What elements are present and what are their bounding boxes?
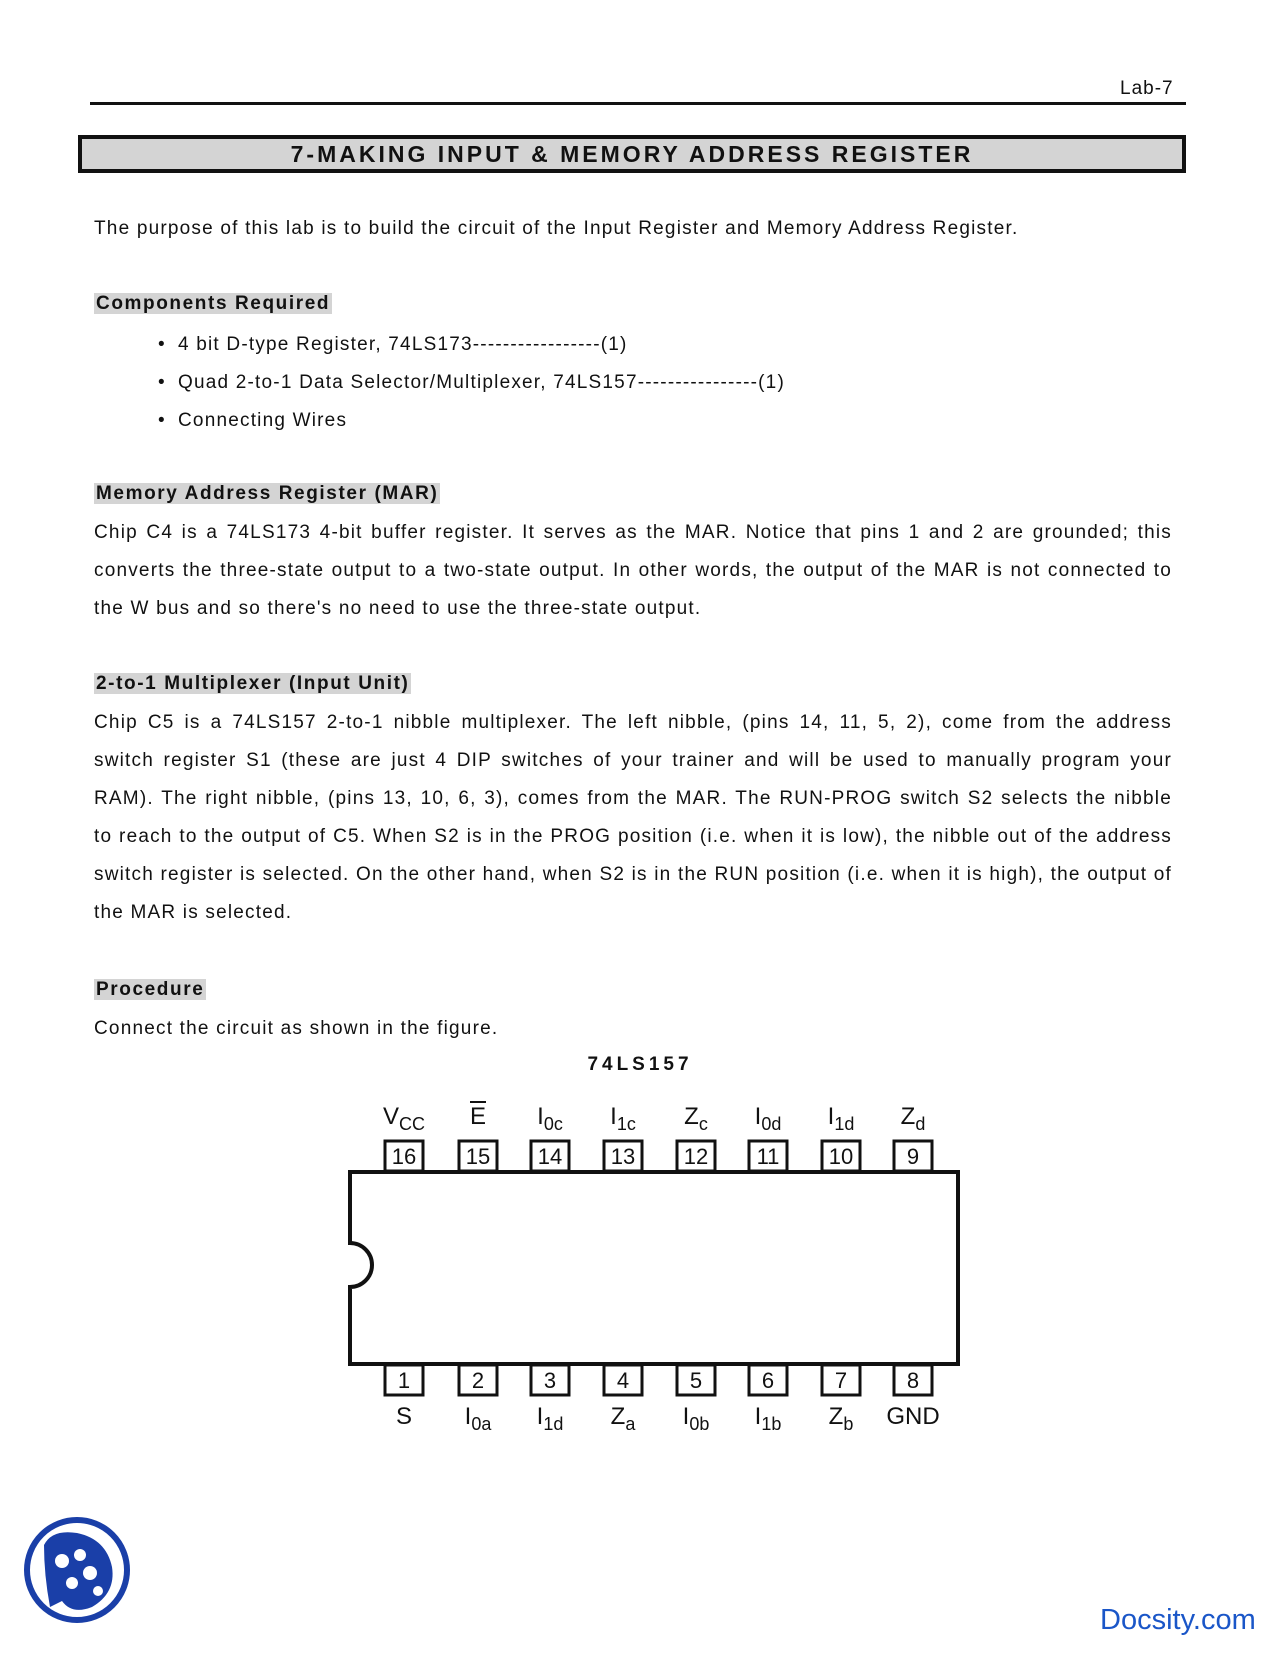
pin-number: 5 <box>689 1368 703 1393</box>
bottom-pin-5 <box>677 1365 715 1434</box>
top-pin-14 <box>531 1103 569 1171</box>
pin-label: $Z_a$ <box>610 1403 636 1434</box>
pin-label: $Z_c$ <box>684 1103 708 1134</box>
docsity-logo-icon <box>22 1515 132 1625</box>
pin-label: $V_{CC}$ <box>382 1103 426 1134</box>
pin-label: S <box>395 1403 413 1430</box>
pin-label: $Z_d$ <box>900 1103 926 1134</box>
bullet-icon: • <box>158 410 166 431</box>
components-heading: Components Required <box>96 293 331 314</box>
pin-label: $I_{0a}$ <box>464 1403 492 1434</box>
top-pin-13 <box>604 1103 642 1171</box>
mux-heading: 2-to-1 Multiplexer (Input Unit) <box>96 673 410 694</box>
top-pin-16 <box>383 1103 425 1171</box>
pin-label: $I_{1c}$ <box>610 1103 636 1134</box>
top-pin-12 <box>677 1103 715 1171</box>
procedure-paragraph: Connect the circuit as shown in the figure. <box>94 1018 499 1039</box>
pin-number: 9 <box>906 1144 920 1169</box>
component-text: 4 bit D-type Register, 74LS173-----------------(1) <box>178 334 628 355</box>
pin-number: 15 <box>465 1144 491 1169</box>
pin-number: 14 <box>537 1144 563 1169</box>
top-pin-11 <box>749 1103 787 1171</box>
docsity-brand[interactable]: Docsity.com <box>1100 1604 1256 1636</box>
pin-label: $I_{0c}$ <box>537 1103 563 1134</box>
pin-number: 13 <box>610 1144 636 1169</box>
bullet-icon: • <box>158 334 166 355</box>
figure-title: 74LS157 <box>587 1054 693 1075</box>
pin-label: $I_{0d}$ <box>754 1103 782 1134</box>
top-pin-15 <box>459 1102 497 1171</box>
pin-label: $I_{1d}$ <box>827 1103 855 1134</box>
bottom-pin-2 <box>459 1365 497 1434</box>
bottom-pin-1 <box>385 1365 423 1430</box>
pin-label: $Z_b$ <box>828 1403 854 1434</box>
pin-label: $I_{1b}$ <box>754 1403 782 1434</box>
intro-paragraph: The purpose of this lab is to build the circuit of the Input Register and Memory Address Register. <box>94 218 1019 239</box>
top-pin-10 <box>822 1103 860 1171</box>
pin-number: 2 <box>471 1368 485 1393</box>
procedure-heading: Procedure <box>96 979 205 1000</box>
pin-number: 11 <box>756 1144 780 1169</box>
bottom-pin-8 <box>886 1365 939 1430</box>
mar-paragraph: Chip C4 is a 74LS173 4-bit buffer register. It serves as the MAR. Notice that pins 1 and 2 are grounded; this converts the three-state output to a two-state output. In other words, the output of the MAR is not connected to the W bus and so there's no need to use the three-state output. <box>94 522 1172 619</box>
component-text: Connecting Wires <box>178 410 348 431</box>
page-title-text: 7-MAKING INPUT & MEMORY ADDRESS REGISTER <box>290 140 974 167</box>
pin-number: 16 <box>391 1144 417 1169</box>
pin-number: 1 <box>397 1368 411 1393</box>
pin-number: 3 <box>543 1368 557 1393</box>
component-text: Quad 2-to-1 Data Selector/Multiplexer, 74LS157----------------(1) <box>178 372 785 393</box>
pin-label: E <box>469 1103 487 1130</box>
page-label: Lab-7 <box>1120 78 1174 99</box>
pin-number: 8 <box>906 1368 920 1393</box>
bottom-pin-3 <box>531 1365 569 1434</box>
pin-number: 7 <box>834 1368 848 1393</box>
ic-body <box>350 1172 958 1364</box>
bottom-pin-4 <box>604 1365 642 1434</box>
pin-label: $I_{1d}$ <box>536 1403 564 1434</box>
pin-number: 10 <box>828 1144 854 1169</box>
pin-label: $I_{0b}$ <box>682 1403 710 1434</box>
mux-paragraph: Chip C5 is a 74LS157 2-to-1 nibble multiplexer. The left nibble, (pins 14, 11, 5, 2), come from the address switch register S1 (these are just 4 DIP switches of your trainer and will be used to manually program your RAM). The right nibble, (pins 13, 10, 6, 3), comes from the MAR. The RUN-PROG switch S2 selects the nibble to reach to the output of C5. When S2 is in the PROG position (i.e. when it is low), the nibble out of the address switch register is selected. On the other hand, when S2 is in the RUN position (i.e. when it is high), the output of the MAR is selected. <box>94 712 1172 923</box>
top-pin-9 <box>894 1103 932 1171</box>
bottom-pin-7 <box>822 1365 860 1434</box>
pin-label: GND <box>886 1403 940 1430</box>
bottom-pin-6 <box>749 1365 787 1434</box>
pin-number: 12 <box>683 1144 709 1169</box>
mar-heading: Memory Address Register (MAR) <box>96 483 439 504</box>
pin-number: 4 <box>616 1368 630 1393</box>
bullet-icon: • <box>158 372 166 393</box>
pin-number: 6 <box>761 1368 775 1393</box>
